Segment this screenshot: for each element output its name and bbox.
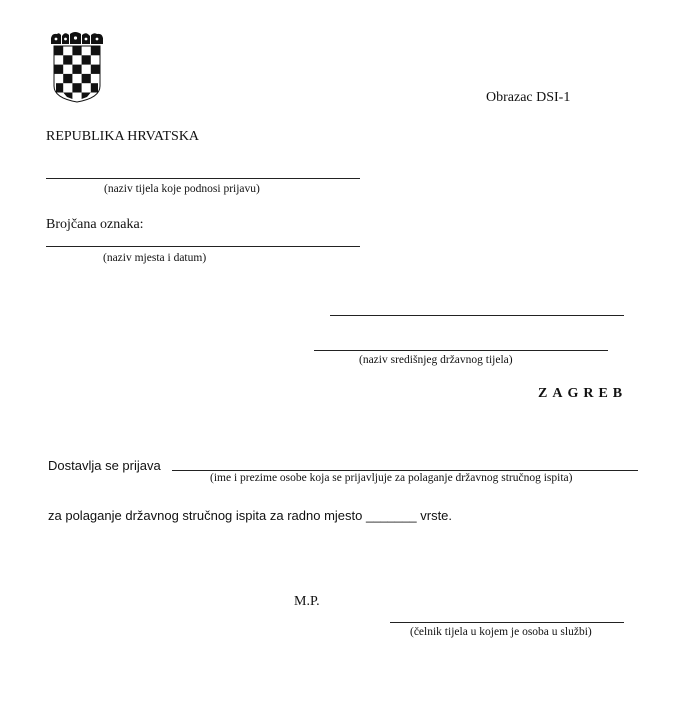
head-caption: (čelnik tijela u kojem je osoba u službi) (410, 626, 592, 638)
person-line (172, 470, 638, 471)
exam-sentence: za polaganje državnog stručnog ispita za radno mjesto (48, 508, 363, 523)
place-date-line (46, 246, 360, 247)
city-heading: ZAGREB (538, 386, 628, 401)
sender-line (46, 178, 360, 179)
reference-label: Brojčana oznaka: (46, 217, 144, 232)
recipient-line-1 (330, 315, 624, 316)
place-date-caption: (naziv mjesta i datum) (103, 252, 207, 264)
republic-heading: REPUBLIKA HRVATSKA (46, 129, 200, 144)
recipient-caption: (naziv središnjeg državnog tijela) (359, 354, 513, 366)
exam-suffix: vrste. (420, 508, 453, 523)
application-lead: Dostavlja se prijava (48, 458, 161, 473)
person-caption: (ime i prezime osobe koja se prijavljuje za polaganje državnog stručnog ispita) (210, 472, 573, 484)
coat-of-arms-icon (48, 32, 106, 106)
exam-sentence-row (48, 508, 452, 523)
position-blank: _______ (365, 508, 417, 523)
recipient-line-2 (314, 350, 608, 351)
form-code: Obrazac DSI-1 (486, 90, 571, 105)
sender-caption: (naziv tijela koje podnosi prijavu) (104, 183, 260, 195)
stamp-label: M.P. (294, 594, 320, 609)
signature-line (390, 622, 624, 623)
